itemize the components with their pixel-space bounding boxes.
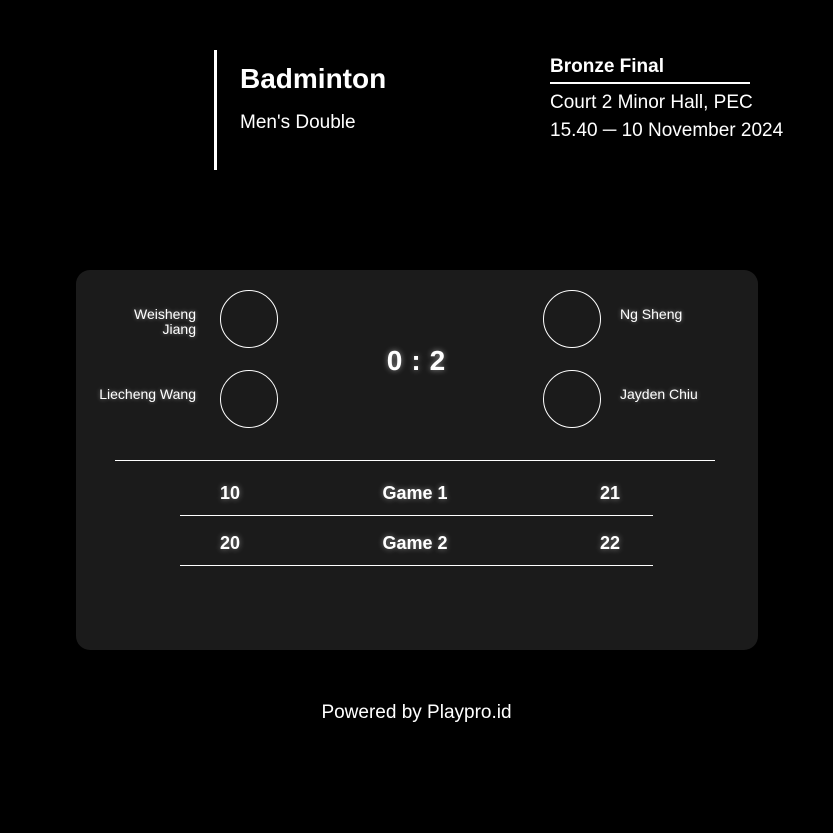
game-2-label: Game 2 [382,533,448,553]
match-venue: Court 2 Minor Hall, PEC [550,92,753,113]
game-1-right-score: 21 [599,483,621,503]
game-1-label: Game 1 [382,483,448,503]
player-avatar-left-1 [220,290,278,348]
header-divider [214,50,217,170]
scoreboard-card [76,270,758,650]
game-2-left-score: 20 [219,533,241,553]
player-name-right-1: Ng Sheng [620,306,683,322]
player-name-left-2: Liecheng Wang [99,386,196,402]
player-name-left-1: Weisheng Jiang [133,306,196,337]
game-1-left-score: 10 [219,483,241,503]
player-avatar-right-1 [543,290,601,348]
footer-powered-by: Powered by Playpro.id [321,702,512,723]
game-1-divider [180,515,653,516]
player-name-right-2: Jayden Chiu [620,386,698,402]
score-left: 0 [386,345,403,376]
match-score [376,344,456,378]
game-2-divider [180,565,653,566]
players-divider [115,460,715,461]
score-right: 2 [429,345,446,376]
player-avatar-left-2 [220,370,278,428]
player-avatar-right-2 [543,370,601,428]
event-category: Men's Double [240,112,356,133]
sport-title: Badminton [240,63,387,94]
score-separator: : [411,345,421,376]
match-datetime: 15.40 ─ 10 November 2024 [550,120,784,141]
match-round: Bronze Final [550,56,750,84]
game-2-right-score: 22 [599,533,621,553]
